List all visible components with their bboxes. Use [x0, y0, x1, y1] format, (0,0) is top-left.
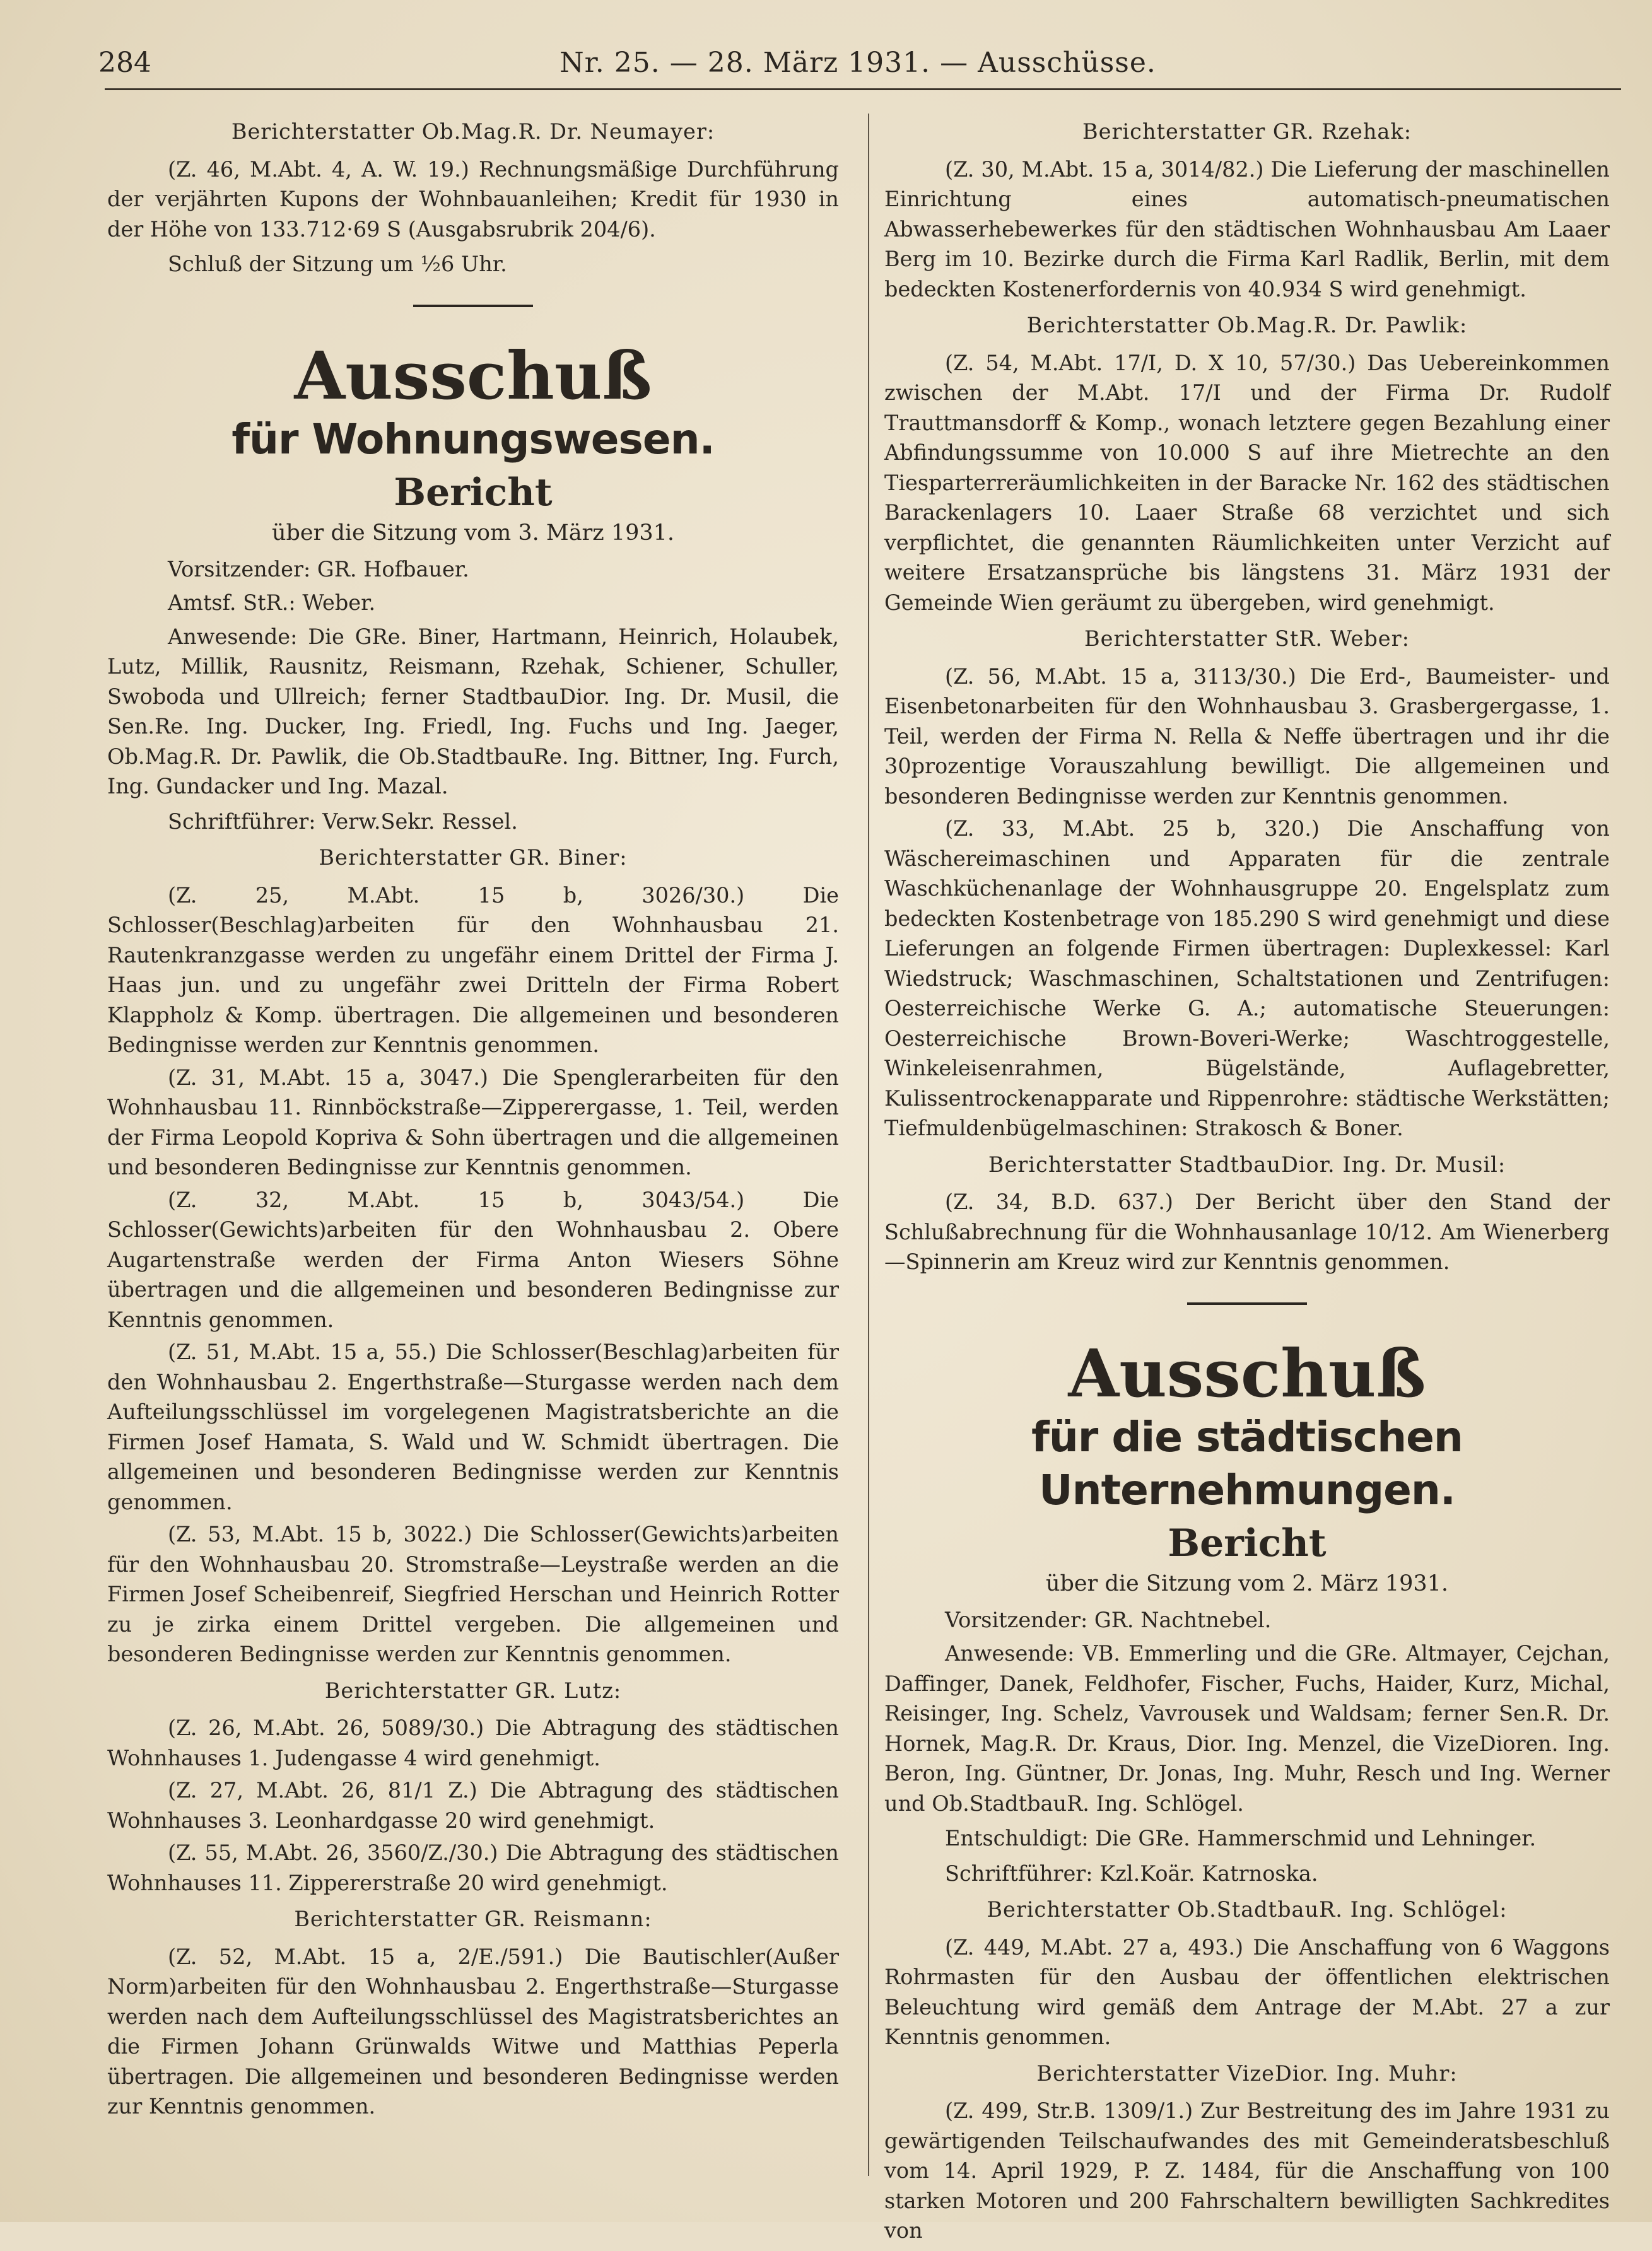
reporter-line: Berichterstatter VizeDior. Ing. Muhr:	[1036, 2061, 1458, 2086]
paragraph: (Z. 52, M.Abt. 15 a, 2/E./591.) Die Bautischler(Außer Norm)arbeiten für den Wohnhausbau 2. Engerthstraße—Sturgasse werden nach dem Aufteilungsschlüssel des Magistratsberichtes an die Firmen Johann Grünwalds Witwe und Matthias Peperla übertragen. Die allgemeinen und besonderen Bedingnisse werden zur Kenntnis genommen.	[107, 1944, 839, 2119]
section-separator	[413, 305, 533, 307]
paragraph: (Z. 55, M.Abt. 26, 3560/Z./30.) Die Abtragung des städtischen Wohnhauses 11. Zippererstraße 20 wird genehmigt.	[107, 1840, 839, 1895]
meeting-date-line: über die Sitzung vom 3. März 1931.	[271, 520, 675, 546]
reporter-line: Berichterstatter Ob.Mag.R. Dr. Neumayer:	[231, 119, 715, 144]
reporter-line: Berichterstatter StR. Weber:	[1084, 626, 1410, 651]
paragraph: (Z. 32, M.Abt. 15 b, 3043/54.) Die Schlosser(Gewichts)arbeiten für den Wohnhausbau 2. Obere Augartenstraße werden der Firma Anton Wiesers Söhne übertragen und die allgemeinen und besonderen Bedingnisse zur Kenntnis genommen.	[107, 1187, 839, 1332]
report-heading: Bericht	[1168, 1521, 1327, 1565]
secretary-line: Schriftführer: Kzl.Koär. Katrnoska.	[945, 1861, 1318, 1886]
paragraph: (Z. 53, M.Abt. 15 b, 3022.) Die Schlosser(Gewichts)arbeiten für den Wohnhausbau 20. Stromstraße—Leystraße werden an die Firmen Josef Scheibenreif, Siegfried Herschan und Heinrich Rotter zu je zirka einem Drittel vergeben. Die allgemeinen und besonderen Bedingnisse werden zur Kenntnis genommen.	[107, 1522, 839, 1666]
session-closing: Schluß der Sitzung um ½6 Uhr.	[168, 252, 507, 276]
excused-line: Entschuldigt: Die GRe. Hammerschmid und Lehninger.	[945, 1826, 1537, 1850]
paragraph: (Z. 33, M.Abt. 25 b, 320.) Die Anschaffung von Wäschereimaschinen und Apparaten für die zentrale Waschküchenanlage der Wohnhausgruppe 20. Engelsplatz zum bedeckten Kostenbetrage von 185.290 S wird genehmigt und diese Lieferungen an folgende Firmen übertragen: Duplexkessel: Karl Wiedstruck; Waschmaschinen, Schaltstationen und Zentrifugen: Oesterreichische Werke G. A.; automatische Steuerungen: Oesterreichische Brown-Boveri-Werke; Waschtroggestelle, Winkeleisenrahmen, Bügelstände, Auflagebretter, Kulissentrockenapparate und Rippenrohre: städtische Werkstätten; Tiefmuldenbügelmaschinen: Strakosch & Boner.	[884, 816, 1610, 1140]
section-title: Ausschuß	[1068, 1334, 1426, 1412]
reporter-line: Berichterstatter StadtbauDior. Ing. Dr. Musil:	[988, 1152, 1506, 1177]
secretary-line: Schriftführer: Verw.Sekr. Ressel.	[168, 809, 518, 834]
reporter-line: Berichterstatter Ob.Mag.R. Dr. Pawlik:	[1026, 313, 1468, 337]
running-head: Nr. 25. — 28. März 1931. — Ausschüsse.	[559, 47, 1156, 79]
meeting-date-line: über die Sitzung vom 2. März 1931.	[1045, 1570, 1449, 1596]
section-subtitle: für die städtischen Unternehmungen.	[1031, 1412, 1463, 1514]
page-number: 284	[98, 47, 151, 79]
reporter-line: Berichterstatter Ob.StadtbauR. Ing. Schlögel:	[987, 1897, 1508, 1922]
section-title: Ausschuß	[294, 336, 652, 414]
paragraph: (Z. 30, M.Abt. 15 a, 3014/82.) Die Lieferung der maschinellen Einrichtung eines automatisch-pneumatischen Abwasserhebewerkes für den städtischen Wohnhausbau Am Laaer Berg im 10. Bezirke durch die Firma Karl Radlik, Berlin, mit dem bedeckten Kostenerfordernis von 40.934 S wird genehmigt.	[884, 156, 1610, 301]
chair-line: Vorsitzender: GR. Nachtnebel.	[945, 1607, 1272, 1632]
paragraph: (Z. 25, M.Abt. 15 b, 3026/30.) Die Schlosser(Beschlag)arbeiten für den Wohnhausbau 21. Rautenkranzgasse werden zu ungefähr einem Drittel der Firma J. Haas jun. und zu ungefähr zwei Dritteln der Firma Robert Klappholz & Komp. übertragen. Die allgemeinen und besonderen Bedingnisse werden zur Kenntnis genommen.	[107, 882, 839, 1057]
attendees-paragraph: Anwesende: VB. Emmerling und die GRe. Altmayer, Cejchan, Daffinger, Danek, Feldhofer, Fischer, Fuchs, Haider, Kurz, Michal, Reisinger, Ing. Schelz, Vavrousek und Waldsam; ferner Sen.R. Dr. Hornek, Mag.R. Dr. Kraus, Dior. Ing. Menzel, die VizeDioren. Ing. Beron, Ing. Güntner, Dr. Jonas, Ing. Muhr, Resch und Ing. Werner und Ob.StadtbauR. Ing. Schlögel.	[884, 1641, 1610, 1816]
reporter-line: Berichterstatter GR. Biner:	[319, 845, 628, 870]
header-rule	[105, 88, 1621, 90]
paragraph: (Z. 27, M.Abt. 26, 81/1 Z.) Die Abtragung des städtischen Wohnhauses 3. Leonhardgasse 20 wird genehmigt.	[107, 1778, 839, 1833]
report-heading: Bericht	[394, 470, 553, 515]
reporter-line: Berichterstatter GR. Rzehak:	[1082, 119, 1412, 144]
column-divider	[868, 114, 869, 2176]
paragraph: (Z. 34, B.D. 637.) Der Bericht über den Stand der Schlußabrechnung für die Wohnhausanlage 10/12. Am Wienerberg—Spinnerin am Kreuz wird zur Kenntnis genommen.	[884, 1190, 1610, 1274]
reporter-line: Berichterstatter GR. Reismann:	[294, 1907, 652, 1931]
paragraph: (Z. 46, M.Abt. 4, A. W. 19.) Rechnungsmäßige Durchführung der verjährten Kupons der Wohnbauanleihen; Kredit für 1930 in der Höhe von 133.712·69 S (Ausgabsrubrik 204/6).	[107, 156, 839, 242]
reporter-line: Berichterstatter GR. Lutz:	[324, 1678, 622, 1703]
section-separator	[1187, 1302, 1307, 1305]
left-column	[107, 110, 839, 2124]
page-header	[95, 38, 1621, 95]
attendees-paragraph: Anwesende: Die GRe. Biner, Hartmann, Heinrich, Holaubek, Lutz, Millik, Rausnitz, Reismann, Rzehak, Schiener, Schuller, Swoboda und Ullreich; ferner StadtbauDior. Ing. Dr. Musil, die Sen.Re. Ing. Ducker, Ing. Friedl, Ing. Fuchs und Ing. Jaeger, Ob.Mag.R. Dr. Pawlik, die Ob.StadtbauRe. Ing. Bittner, Ing. Furch, Ing. Gundacker und Ing. Mazal.	[107, 624, 839, 798]
section-subtitle: für Wohnungswesen.	[231, 414, 715, 464]
paragraph: (Z. 26, M.Abt. 26, 5089/30.) Die Abtragung des städtischen Wohnhauses 1. Judengasse 4 wird genehmigt.	[107, 1716, 839, 1770]
paragraph: (Z. 499, Str.B. 1309/1.) Zur Bestreitung des im Jahre 1931 zu gewärtigenden Teilschaufwandes des mit Gemeinderatsbeschluß vom 14. April 1929, P. Z. 1484, für die Anschaffung von 100 starken Motoren und 200 Fahrschaltern bewilligten Sachkredites von	[884, 2098, 1610, 2243]
chair-line: Vorsitzender: GR. Hofbauer.	[168, 556, 469, 582]
paragraph: (Z. 31, M.Abt. 15 a, 3047.) Die Spenglerarbeiten für den Wohnhausbau 11. Rinnböckstraße—Zipperergasse, 1. Teil, werden der Firma Leopold Kopriva & Sohn übertragen und die allgemeinen und besonderen Bedingnisse zur Kenntnis genommen.	[107, 1065, 839, 1179]
right-column	[884, 110, 1610, 2251]
paragraph: (Z. 56, M.Abt. 15 a, 3113/30.) Die Erd-, Baumeister- und Eisenbetonarbeiten für den Wohnhausbau 3. Grasbergergasse, 1. Teil, werden der Firma N. Rella & Neffe übertragen und ihr die 30prozentige Vorauszahlung bewilligt. Die allgemeinen und besonderen Bedingnisse werden zur Kenntnis genommen.	[884, 664, 1610, 809]
paragraph: (Z. 51, M.Abt. 15 a, 55.) Die Schlosser(Beschlag)arbeiten für den Wohnhausbau 2. Engerthstraße—Sturgasse werden nach dem Aufteilungsschlüssel im vorgelegenen Magistratsberichte an die Firmen Josef Hamata, S. Wald und W. Schmidt übertragen. Die allgemeinen und besonderen Bedingnisse werden zur Kenntnis genommen.	[107, 1340, 839, 1514]
paragraph: (Z. 54, M.Abt. 17/I, D. X 10, 57/30.) Das Uebereinkommen zwischen der M.Abt. 17/I und der Firma Dr. Rudolf Trauttmansdorff & Komp., wonach letztere gegen Bezahlung einer Abfindungssumme von 10.000 S auf ihre Mietrechte an den Tiesparterreräumlichkeiten in der Baracke Nr. 162 des städtischen Barackenlagers 10. Laaer Straße 68 verzichtet und sich verpflichtet, die genannten Räumlichkeiten unter Verzicht auf weitere Ersatzansprüche bis längstens 31. März 1931 der Gemeinde Wien geräumt zu übergeben, wird genehmigt.	[884, 350, 1610, 615]
official-line: Amtsf. StR.: Weber.	[168, 590, 376, 615]
paragraph: (Z. 449, M.Abt. 27 a, 493.) Die Anschaffung von 6 Waggons Rohrmasten für den Ausbau der öffentlichen elektrischen Beleuchtung wird gemäß dem Antrage der M.Abt. 27 a zur Kenntnis genommen.	[884, 1934, 1610, 2049]
